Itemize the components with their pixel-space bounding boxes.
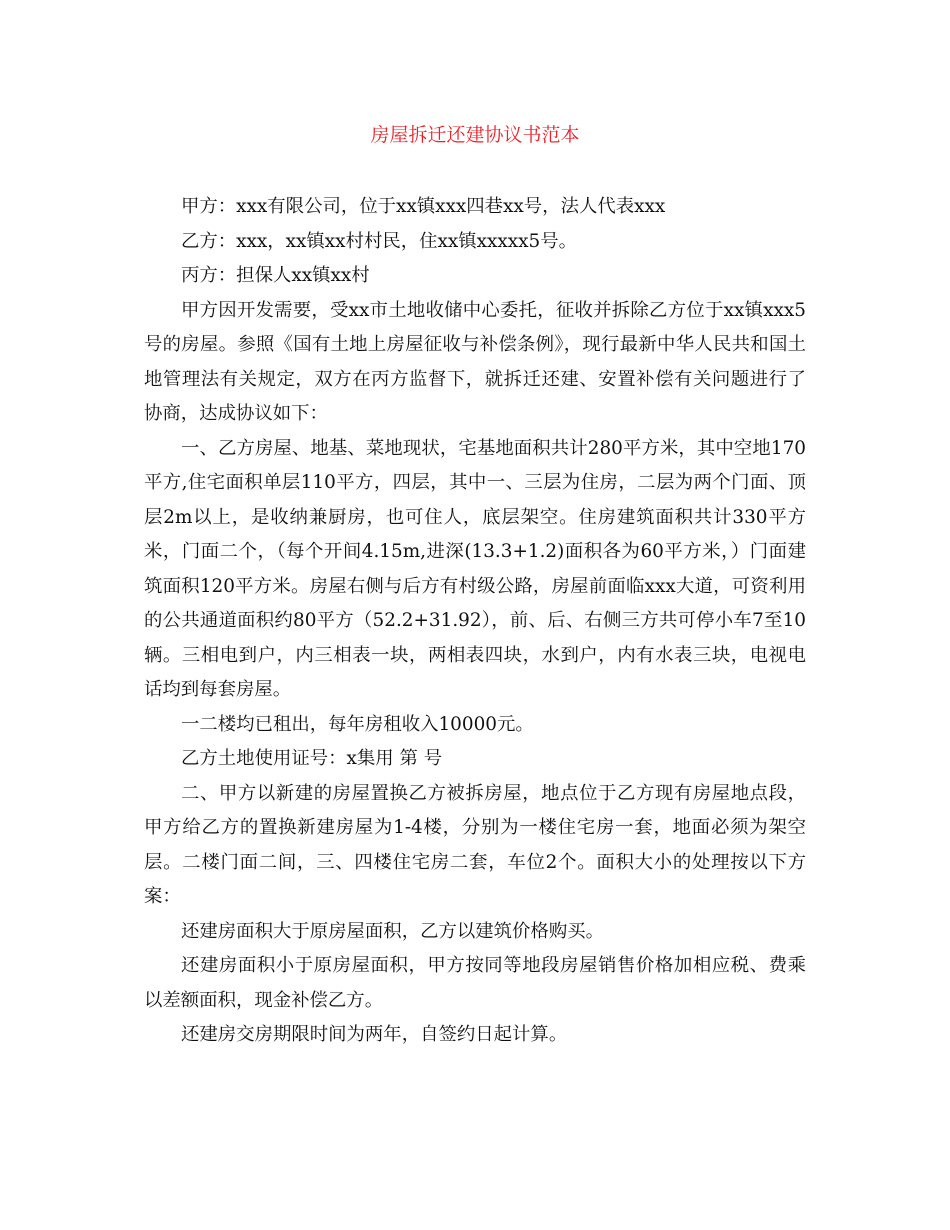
party-c-paragraph: 丙方：担保人xx镇xx村: [181, 265, 370, 286]
clause-1-paragraph: 一、乙方房屋、地基、菜地现状，宅基地面积共计280平方米，其中空地170平方,住宅面积单层110平方，四层，其中一、三层为住房，二层为两个门面、顶层2m以上，是收纳兼厨房，也可住人，底层架空。住房建筑面积共计330平方米，门面二个，（每个开间4.15m,进深(13.3+1.2)面积各为60平方米，）门面建筑面积120平方米。房屋右侧与后方有村级公路，房屋前面临xxx大道，可资利用的公共通道面积约80平方（52.2+31.92），前、后、右侧三方共可停小车7至10辆。三相电到户，内三相表一块，两相表四块，水到户，内有水表三块，电视电话均到每套房屋。: [144, 437, 806, 700]
area-smaller-paragraph: 还建房面积小于原房屋面积，甲方按同等地段房屋销售价格加相应税、费乘以差额面积，现金补偿乙方。: [144, 955, 806, 1011]
preamble-paragraph: 甲方因开发需要，受xx市土地收储中心委托，征收并拆除乙方位于xx镇xxx5号的房屋。参照《国有土地上房屋征收与补偿条例》，现行最新中华人民共和国土地管理法有关规定，双方在丙方监督下，就拆迁还建、安置补偿有关问题进行了协商，达成协议如下：: [144, 299, 806, 424]
document-body: [144, 190, 806, 1053]
area-larger-paragraph: 还建房面积大于原房屋面积，乙方以建筑价格购买。: [181, 920, 604, 942]
document-title: 房屋拆迁还建协议书范本: [370, 124, 580, 146]
party-a-paragraph: 甲方：xxx有限公司，位于xx镇xxx四巷xx号，法人代表xxx: [181, 196, 666, 217]
party-b-paragraph: 乙方：xxx，xx镇xx村村民，住xx镇xxxxx5号。: [181, 230, 577, 252]
land-certificate-paragraph: 乙方土地使用证号：x集用 第 号: [181, 748, 443, 769]
delivery-term-paragraph: 还建房交房期限时间为两年，自签约日起计算。: [181, 1024, 568, 1045]
rent-paragraph: 一二楼均已租出，每年房租收入10000元。: [181, 713, 534, 735]
clause-2-paragraph: 二、甲方以新建的房屋置换乙方被拆房屋，地点位于乙方现有房屋地点段，甲方给乙方的置换新建房屋为1-4楼，分别为一楼住宅房一套，地面必须为架空层。二楼门面二间，三、四楼住宅房二套，车位2个。面积大小的处理按以下方案：: [144, 782, 806, 907]
